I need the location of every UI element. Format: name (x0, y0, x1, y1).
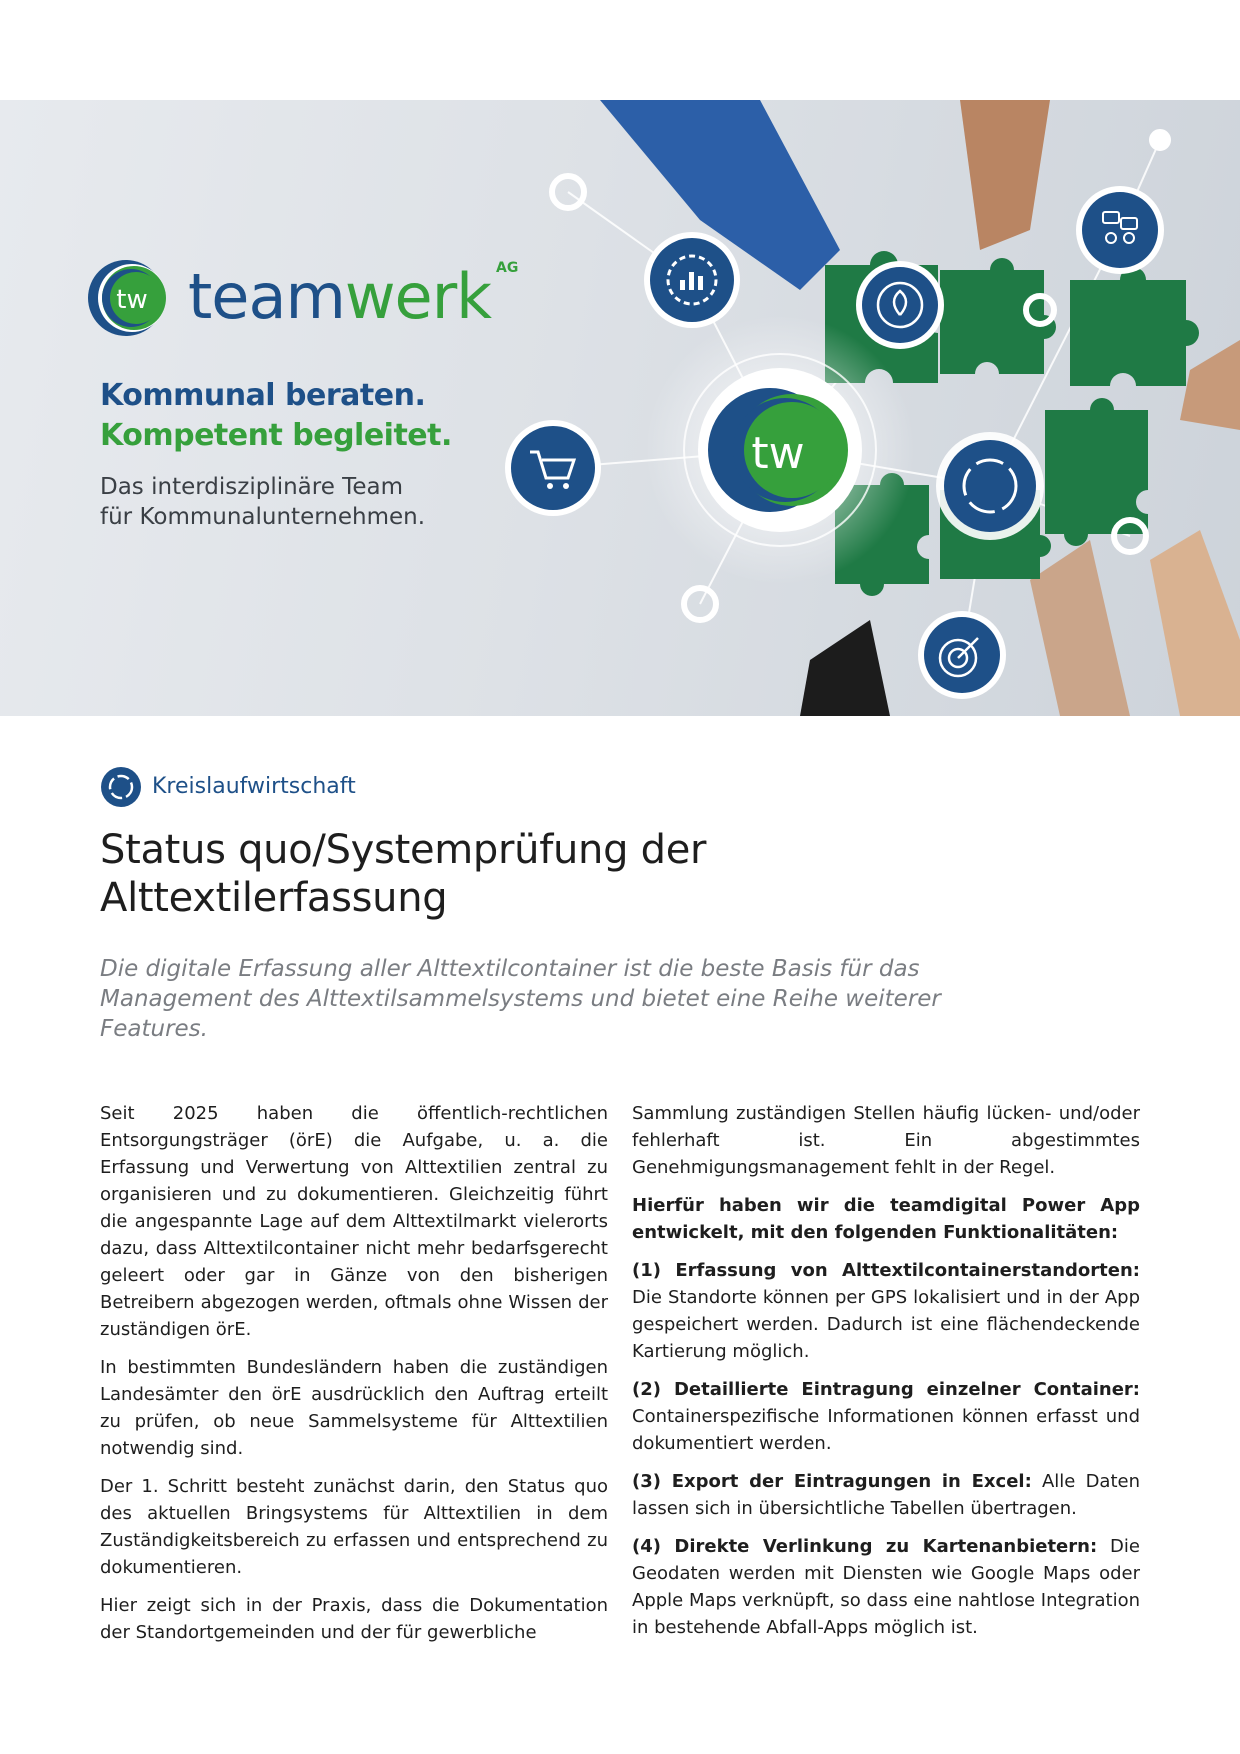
feature-item (632, 1468, 1140, 1522)
article-title: Status quo/Systemprüfung der Alttextilerfassung (100, 827, 707, 921)
article-column-right (632, 1100, 1140, 1652)
center-mark-text: tw (751, 428, 805, 479)
chat-people-icon (1076, 186, 1164, 274)
shopping-cart-icon (505, 420, 601, 516)
brand-wordmark: teamwerk (188, 260, 492, 333)
feature-item (632, 1533, 1140, 1641)
tagline-subline: Das interdisziplinäre Team für Kommunalunternehmen. (100, 474, 426, 530)
body-paragraph: Sammlung zuständigen Stellen häufig lücken- und/oder fehlerhaft ist. Ein abgestimmtes Genehmigungsmanagement fehlt in der Regel. (632, 1103, 1140, 1178)
puzzle-piece (1045, 398, 1148, 546)
tagline-line2: Kompetent begleitet. (100, 418, 452, 453)
arm-shape (1150, 530, 1240, 716)
puzzle-piece (940, 258, 1056, 374)
article-lead: Die digitale Erfassung aller Alttextilcontainer ist die beste Basis für das Management des Alttextilsammelsystems und bietet eine Reihe weiterer Features. (100, 956, 941, 1042)
body-paragraph: Seit 2025 haben die öffentlich-rechtlichen Entsorgungsträger (örE) die Aufgabe, u. a. die Erfassung und Verwertung von Alttextilien zentral zu organisieren und zu dokumentieren. Gleichzeitig führt die angespannte Lage auf dem Alttextilmarkt vielerorts dazu, dass Alttextilcontainer nicht mehr bedarfsgerecht geleert oder gar in Gänze von den bisherigen Betreibern abgezogen werden, oftmals ohne Wissen der zuständigen örE. (100, 1103, 608, 1340)
arm-shape (1180, 340, 1240, 430)
target-puzzle-icon (918, 611, 1006, 699)
brand-suffix: AG (496, 260, 519, 276)
feature-text: Die Geodaten werden mit Diensten wie Google Maps oder Apple Maps verknüpft, so dass eine nahtlose Integration in bestehende Abfall-Apps möglich ist. (632, 1536, 1140, 1638)
arm-shape (800, 620, 890, 716)
feature-item (632, 1376, 1140, 1457)
svg-text:tw: tw (116, 285, 148, 315)
feature-label: (2) Detaillierte Eintragung einzelner Container: (632, 1379, 1140, 1400)
hero-banner (0, 100, 1240, 716)
puzzle-piece (1070, 267, 1199, 386)
leaf-recycle-icon (856, 261, 944, 349)
body-paragraph: Der 1. Schritt besteht zunächst darin, den Status quo des aktuellen Bringsystems für Alttextilien in dem Zuständigkeitsbereich zu erfassen und entsprechend zu dokumentieren. (100, 1476, 608, 1578)
gear-chart-icon (644, 232, 740, 328)
circular-arrows-icon (100, 766, 142, 808)
feature-label: (1) Erfassung von Alttextilcontainerstandorten: (632, 1260, 1140, 1281)
arm-shape (960, 100, 1050, 250)
feature-text: Die Standorte können per GPS lokalisiert und in der App gespeichert werden. Dadurch ist eine flächendeckende Kartierung möglich. (632, 1287, 1140, 1362)
feature-text: Alle Daten lassen sich in übersichtliche Tabellen übertragen. (632, 1471, 1141, 1519)
arm-shape (1030, 540, 1130, 716)
article-column-left (100, 1100, 608, 1657)
feature-heading: Hierfür haben wir die teamdigital Power App entwickelt, mit den folgenden Funktionalitäten: (632, 1195, 1140, 1243)
feature-label: (4) Direkte Verlinkung zu Kartenanbietern: (632, 1536, 1098, 1557)
teamwerk-logo (84, 258, 524, 338)
body-paragraph: In bestimmten Bundesländern haben die zuständigen Landesämter den örE ausdrücklich den Auftrag erteilt zu prüfen, ob neue Sammelsysteme für Alttextilien notwendig sind. (100, 1357, 608, 1459)
feature-text: Containerspezifische Informationen können erfasst und dokumentiert werden. (632, 1406, 1140, 1454)
feature-label: (3) Export der Eintragungen in Excel: (632, 1471, 1032, 1492)
category-label: Kreislaufwirtschaft (152, 774, 356, 799)
circular-arrows-icon (936, 432, 1044, 540)
body-paragraph: Hier zeigt sich in der Praxis, dass die Dokumentation der Standortgemeinden und der für gewerbliche (100, 1595, 608, 1643)
tagline-line1: Kommunal beraten. (100, 378, 426, 413)
feature-item (632, 1257, 1140, 1365)
tw-logo-icon (84, 258, 174, 338)
